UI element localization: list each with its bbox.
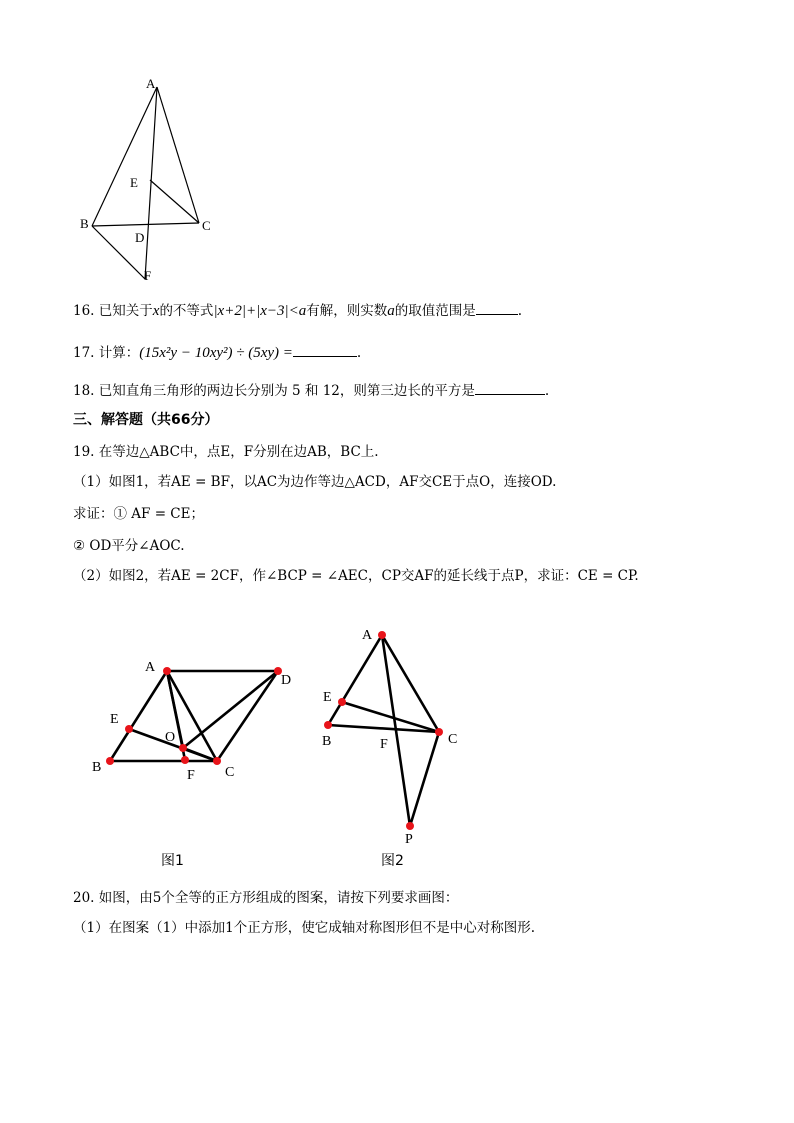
- question-19-stem: 19. 在等边△ABC中，点E，F分别在边AB，BC上.: [73, 444, 379, 460]
- label-b: B: [80, 216, 89, 231]
- segment-ab: [92, 87, 157, 226]
- label-f: F: [187, 768, 195, 783]
- label-a: A: [145, 660, 156, 675]
- figure-1: [85, 650, 310, 790]
- label-d: D: [281, 673, 292, 688]
- label-f: F: [144, 268, 152, 283]
- section-heading: 三、解答题（共66分）: [73, 412, 219, 428]
- label-c: C: [225, 765, 235, 780]
- label-b: B: [322, 734, 332, 749]
- point-c: [213, 757, 221, 765]
- question-19-proof2: ② OD平分∠AOC.: [73, 538, 185, 554]
- question-18: 18. 已知直角三角形的两边长分别为 5 和 12，则第三边长的平方是 .: [73, 380, 549, 401]
- label-e: E: [323, 690, 332, 705]
- question-17: 17. 计算：(15x²y − 10xy²) ÷ (5xy) = .: [73, 342, 361, 363]
- segment-bc: [92, 223, 199, 226]
- point-c: [435, 728, 443, 736]
- question-19-part1: （1）如图1，若AE = BF，以AC为边作等边△ACD，AF交CE于点O，连接OD.: [73, 474, 557, 490]
- label-p: P: [405, 832, 413, 847]
- question-20-stem: 20. 如图，由5个全等的正方形组成的图案，请按下列要求画图：: [73, 890, 459, 906]
- label-d: D: [135, 230, 145, 245]
- point-b: [106, 757, 114, 765]
- point-o: [179, 744, 187, 752]
- segment-ac: [157, 87, 199, 223]
- point-a: [378, 631, 386, 639]
- figure-2-caption: 图2: [381, 853, 404, 869]
- question-19-proof1: 求证：① AF = CE；: [73, 506, 204, 522]
- label-c: C: [202, 218, 211, 233]
- point-a: [163, 667, 171, 675]
- question-16: 16. 已知关于x的不等式|x+2|+|x−3|<a有解，则实数a的取值范围是 .: [73, 300, 522, 321]
- label-e: E: [130, 175, 138, 190]
- label-o: O: [165, 730, 176, 745]
- question-20-part1: （1）在图案（1）中添加1个正方形，使它成轴对称图形但不是中心对称图形.: [73, 920, 536, 936]
- label-a: A: [362, 628, 373, 643]
- point-f: [181, 756, 189, 764]
- figure-top: [75, 75, 225, 290]
- point-e: [125, 725, 133, 733]
- label-f: F: [380, 737, 388, 752]
- point-b: [324, 721, 332, 729]
- label-c: C: [448, 732, 458, 747]
- segment-ec: [150, 180, 199, 223]
- answer-blank: [475, 380, 545, 395]
- point-p: [406, 822, 414, 830]
- figure-2: [315, 620, 475, 850]
- segment-af: [145, 87, 157, 279]
- answer-blank: [476, 300, 518, 315]
- answer-blank: [293, 342, 357, 357]
- point-e: [338, 698, 346, 706]
- question-19-part2: （2）如图2，若AE = 2CF，作∠BCP = ∠AEC，CP交AF的延长线于点P，求证：CE = CP.: [73, 568, 639, 584]
- label-b: B: [92, 760, 102, 775]
- label-e: E: [110, 712, 119, 727]
- label-a: A: [146, 76, 156, 91]
- figure-1-caption: 图1: [161, 853, 184, 869]
